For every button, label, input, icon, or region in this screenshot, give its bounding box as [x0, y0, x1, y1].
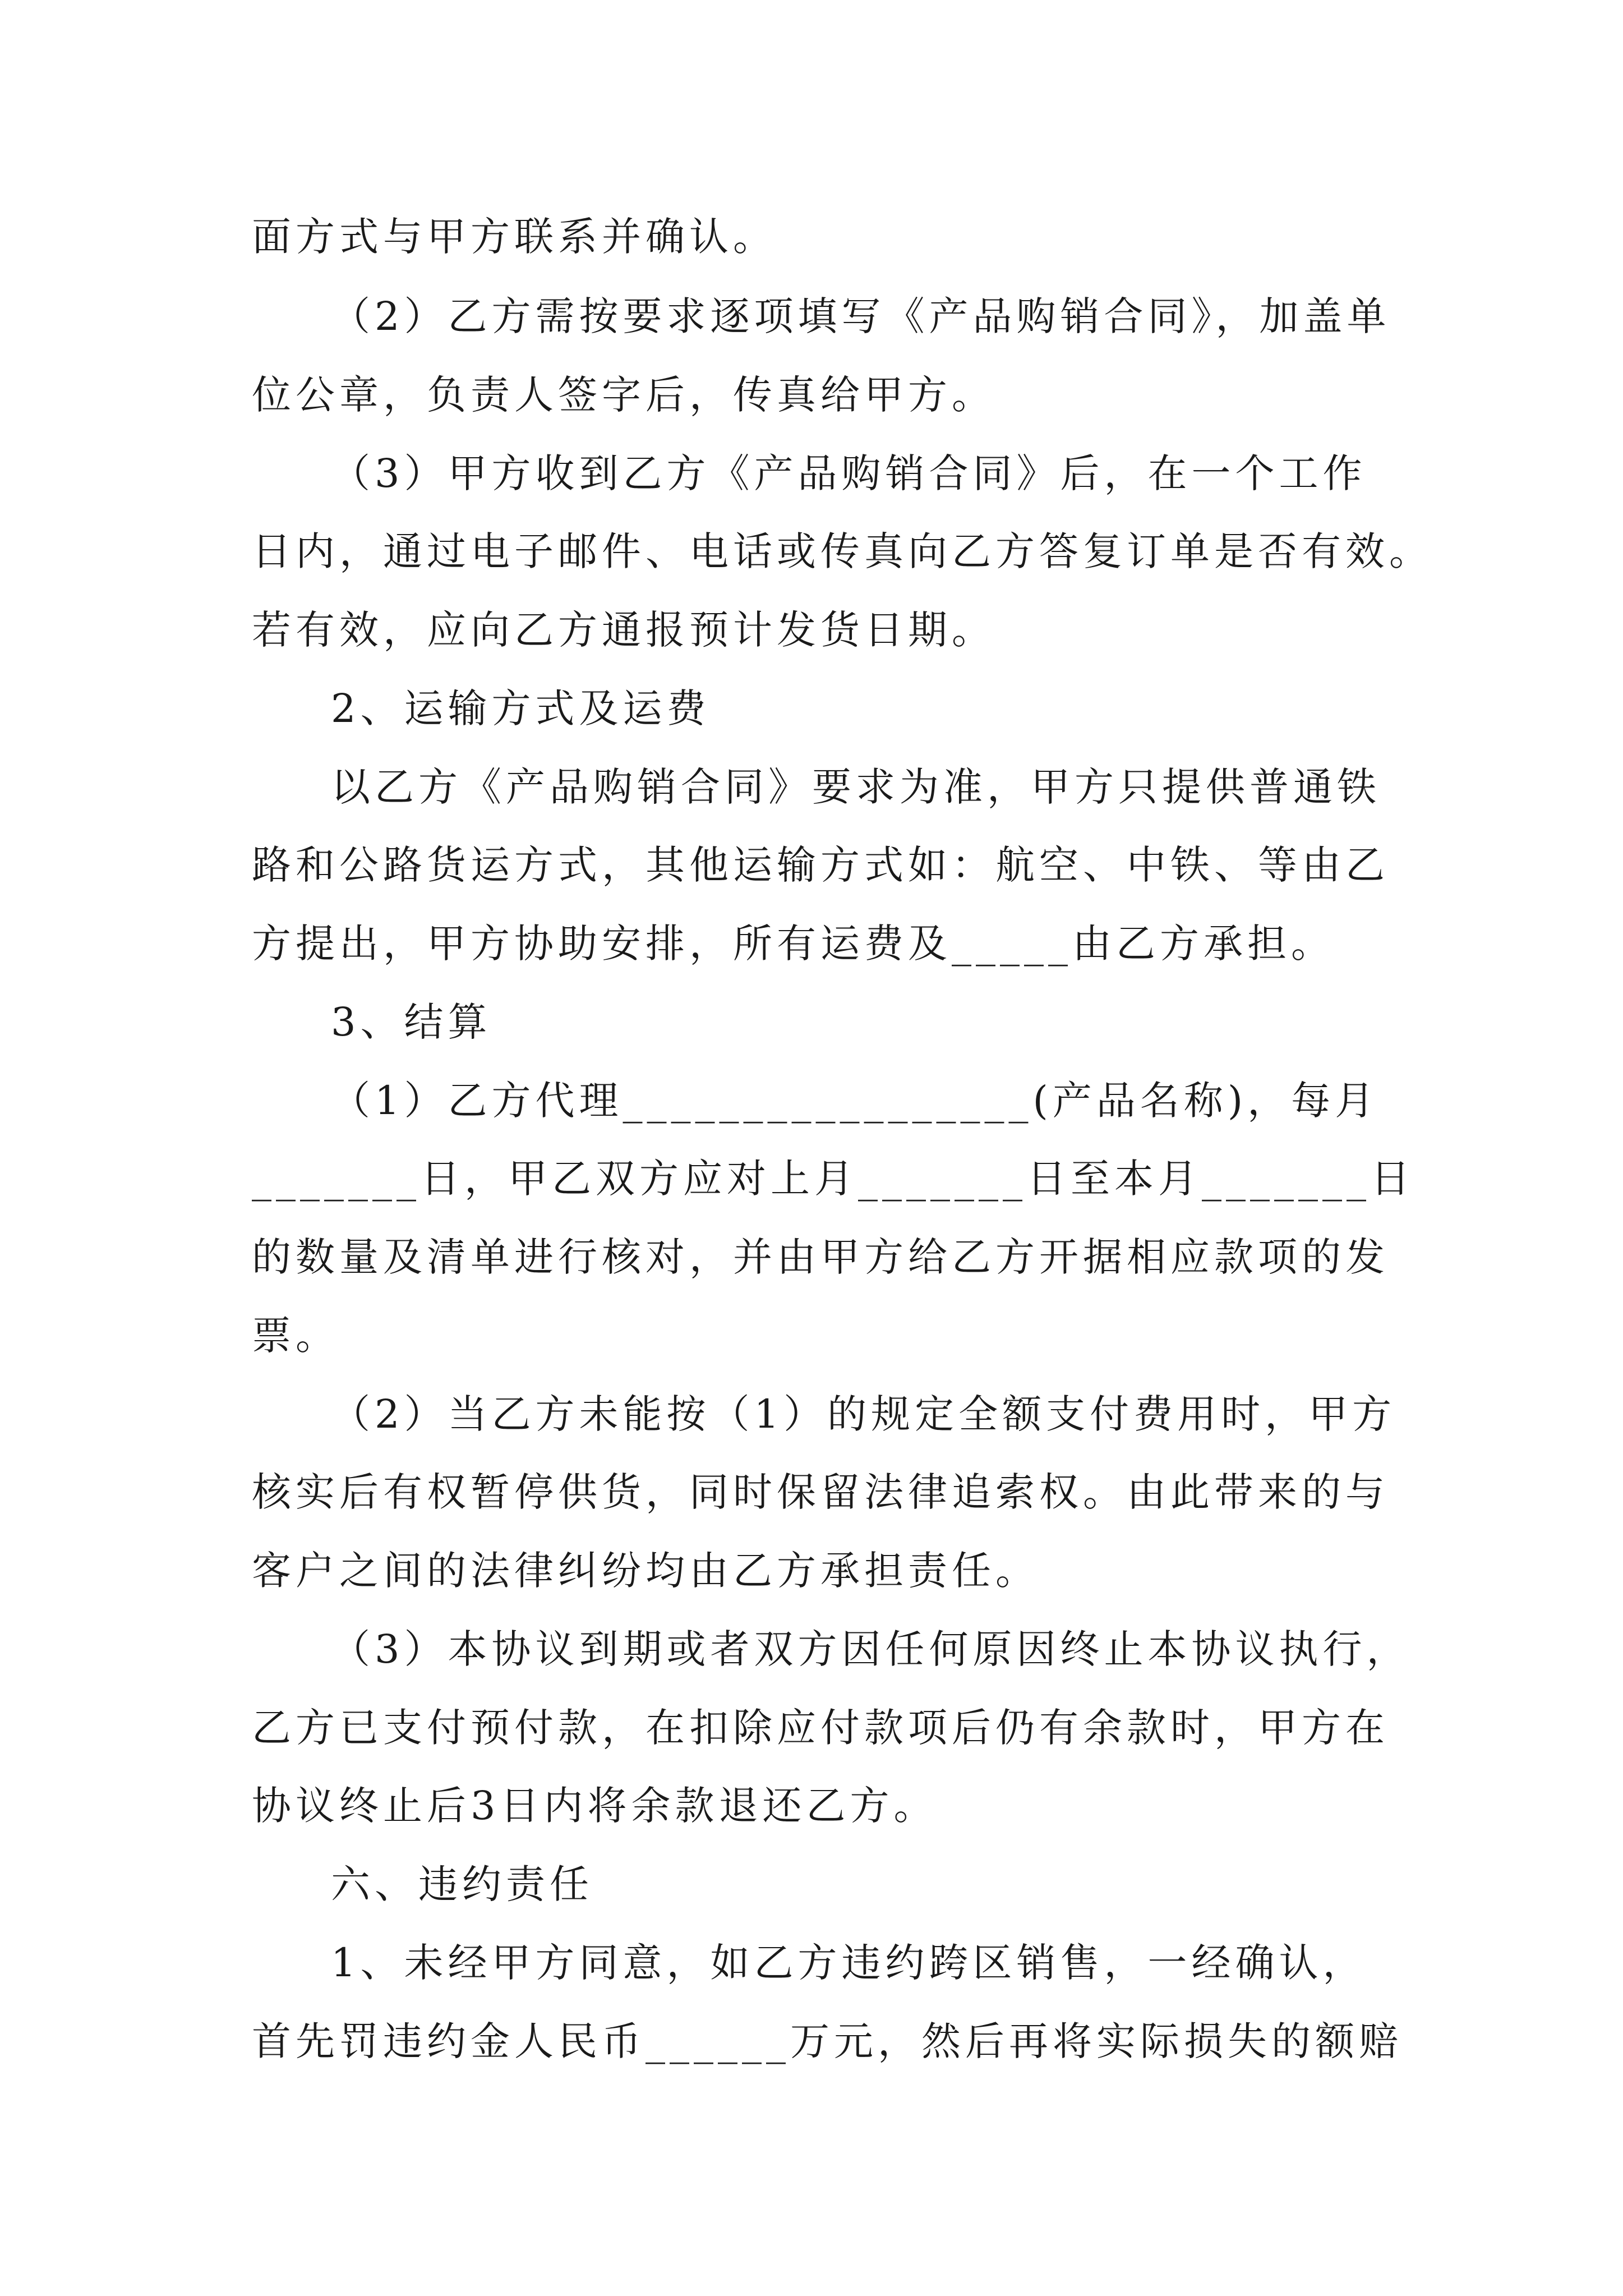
- text-line: 客户之间的法律纠纷均由乙方承担责任。: [252, 1548, 1039, 1594]
- text-line: 的数量及清单进行核对，并由甲方给乙方开据相应款项的发: [252, 1234, 1389, 1280]
- text-line: 1、未经甲方同意，如乙方违约跨区销售，一经确认，: [331, 1940, 1367, 1986]
- text-line: （3）本协议到期或者双方因任何原因终止本协议执行，: [331, 1626, 1410, 1672]
- text-line: 方提出，甲方协助安排，所有运费及_____由乙方承担。: [252, 921, 1335, 967]
- text-line: 以乙方《产品购销合同》要求为准，甲方只提供普通铁: [331, 764, 1381, 810]
- text-line: 位公章，负责人签字后，传真给甲方。: [252, 372, 995, 418]
- text-line: （2）乙方需按要求逐项填写《产品购销合同》，加盖单: [331, 293, 1391, 339]
- text-line: 乙方已支付预付款，在扣除应付款项后仍有余款时，甲方在: [252, 1705, 1389, 1751]
- section-heading: 2、运输方式及运费: [331, 685, 711, 731]
- text-line: 票。: [252, 1313, 339, 1359]
- text-line: 日内，通过电子邮件、电话或传真向乙方答复订单是否有效。: [252, 528, 1433, 574]
- text-line: 核实后有权暂停供货，同时保留法律追索权。由此带来的与: [252, 1469, 1389, 1515]
- text-line: （3）甲方收到乙方《产品购销合同》后，在一个工作: [331, 450, 1367, 496]
- text-line: 若有效，应向乙方通报预计发货日期。: [252, 607, 995, 653]
- text-line: 协议终止后3日内将余款退还乙方。: [252, 1783, 938, 1829]
- text-line: （2）当乙方未能按（1）的规定全额支付费用时，甲方: [331, 1391, 1396, 1437]
- text-line: 首先罚违约金人民币______万元，然后再将实际损失的额赔: [252, 2018, 1403, 2064]
- section-heading: 六、违约责任: [331, 1861, 593, 1907]
- text-line: 面方式与甲方联系并确认。: [252, 214, 777, 260]
- text-line: 路和公路货运方式，其他运输方式如：航空、中铁、等由乙: [252, 842, 1389, 888]
- section-heading: 3、结算: [331, 999, 492, 1045]
- text-line: （1）乙方代理_________________(产品名称)，每月: [331, 1078, 1379, 1124]
- text-line: _______日，甲乙双方应对上月_______日至本月_______日: [252, 1156, 1414, 1202]
